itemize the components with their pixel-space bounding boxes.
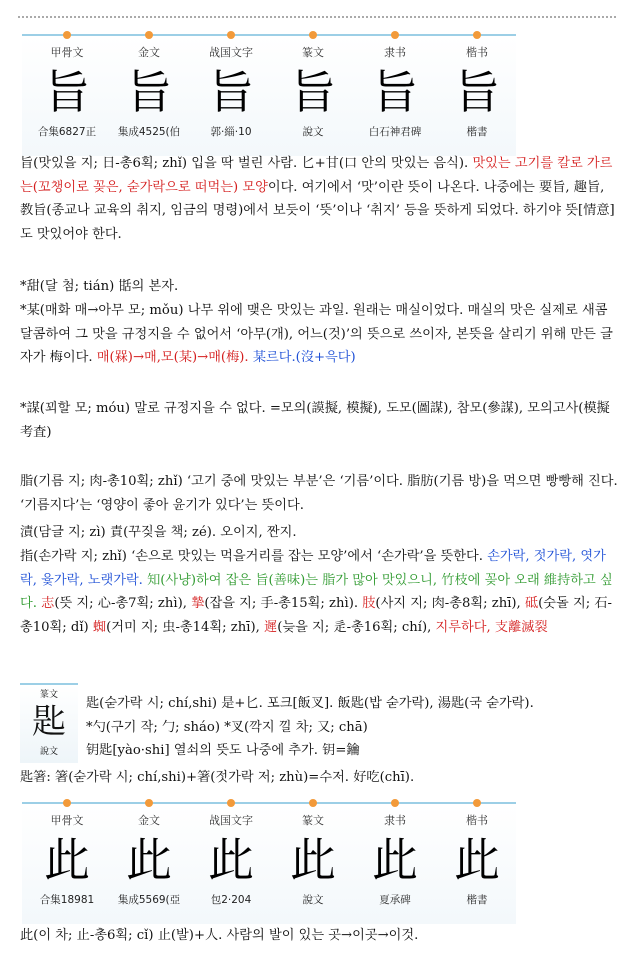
entry-zi-soak: 漬(담글 지; zì) 責(꾸짖을 책; zé). 오이지, 짠지. [20,525,297,540]
strip2-col-oracle: 甲骨文 此 合集18981 [39,814,95,906]
seal-glyph-box: 篆文 匙 說文 [20,683,78,763]
entry-zhi-taste: 旨(맛있을 지; 日-총6획; zhǐ) 입을 딱 벌린 사람. 匕+甘(口 안의 맛있는 음식). 맛있는 고기를 칼로 가르는(꼬챙이로 꽂은, 숟가락으로 떠먹는) 모양이다. 여기에서 ‘맛’이란 뜻이 나온다. 나중에는 要旨, 趣旨, 教旨(종교나 교육의 취지, 임금의 명령)에서 보듯이 ‘뜻’이나 ‘취지’ 등을 뜻하게 되었다. 하기야 뜻[情意]도 맛있어야 한다. [20,156,615,242]
strip2-col-bronze: 金文 此 集成5569(亞 [117,814,181,906]
strip2-col-clerical: 隶书 此 夏承碑 [372,814,418,906]
glyph-evolution-strip-1 [22,34,516,156]
strip1-col-clerical: 隶书 旨 白石神君碑 [368,46,422,138]
entry-mou-plan: *謀(꾀할 모; móu) 말로 규정지을 수 없다. =모의(謨擬, 模擬), 도모(圖謀), 참모(參謀), 모의고사(模擬考査) [20,401,610,440]
entry-zhi-fat: 脂(기름 지; 肉-총10획; zhǐ) ‘고기 중에 맛있는 부분’은 ‘기름’이다. 脂肪(기름 방)을 먹으면 빵빵해 진다. ‘기름지다’는 ‘영양이 좋아 윤기가 있다’는 뜻이다. [20,474,618,513]
strip1-col-regular: 楷书 旨 楷書 [454,46,500,138]
strip1-col-warring: 战国文字 旨 郭·緇·10 [208,46,254,138]
strip2-col-seal: 篆文 此 說文 [290,814,336,906]
strip2-col-warring: 战国文字 此 包2·204 [208,814,254,906]
glyph-evolution-strip-2 [22,802,516,924]
entry-tian: *甜(달 첨; tián) 甛의 본자. [20,279,179,294]
entry-zhi-finger: 指(손가락 지; zhǐ) ‘손으로 맛있는 먹을거리를 잡는 모양’에서 ‘손가락’을 뜻한다. 손가락, 젓가락, 엿가락, 윷가락, 노랫가락. 知(사냥)하여 잡은 旨(善味)는 脂가 많아 맛있으니, 竹枝에 꽂아 오래 維持하고 싶다. 志(뜻 지; 心-총7획; zhì), 摯(잡을 지; 手-총15획; zhì). 肢(사지 지; 肉-총8획; zhī), 砥(숫돌 지; 石-총10획; dǐ) 蜘(거미 지; 虫-총14획; zhī), 遲(늦을 지; 辵-총16획; chí), 지루하다, 支離滅裂 [20,549,613,635]
strip1-col-seal: 篆文 旨 說文 [290,46,336,138]
entry-shi-spoon: 匙(숟가락 시; chí,shi) 是+匕. 포크[飯叉]. 飯匙(밥 숟가락), 湯匙(국 숟가락). *勺(구기 작; 勹; sháo) *叉(깍지 낄 차; 又; chā) 钥匙[yào·shi] 열쇠의 뜻도 나중에 추가. 钥=鑰 [86,696,534,758]
strip1-col-bronze: 金文 旨 集成4525(伯 [117,46,181,138]
strip1-col-oracle: 甲骨文 旨 合集6827正 [37,46,97,138]
entry-mou-plum: *某(매화 매→아무 모; mǒu) 나무 위에 맺은 맛있는 과일. 원래는 매실이었다. 매실의 맛은 실제로 새콤달콤하여 그 맛을 규정지을 수 없어서 ‘아무(개), 어느(것)’의 뜻으로 쓰이자, 본뜻을 살리기 위해 만든 글자가 梅이다. 매(槑)→매,모(某)→매(梅). 某르다.(沒+윽다) [20,303,613,365]
dotted-divider [18,16,616,18]
entry-sujeo: 匙箸: 箸(숟가락 시; chí,shi)+箸(젓가락 저; zhù)=수저. 好吃(chī). [20,770,415,785]
entry-ci-this: 此(이 차; 止-총6획; cǐ) 止(발)+人. 사람의 발이 있는 곳→이곳→이것. [20,928,419,943]
strip2-col-regular: 楷书 此 楷書 [454,814,500,906]
